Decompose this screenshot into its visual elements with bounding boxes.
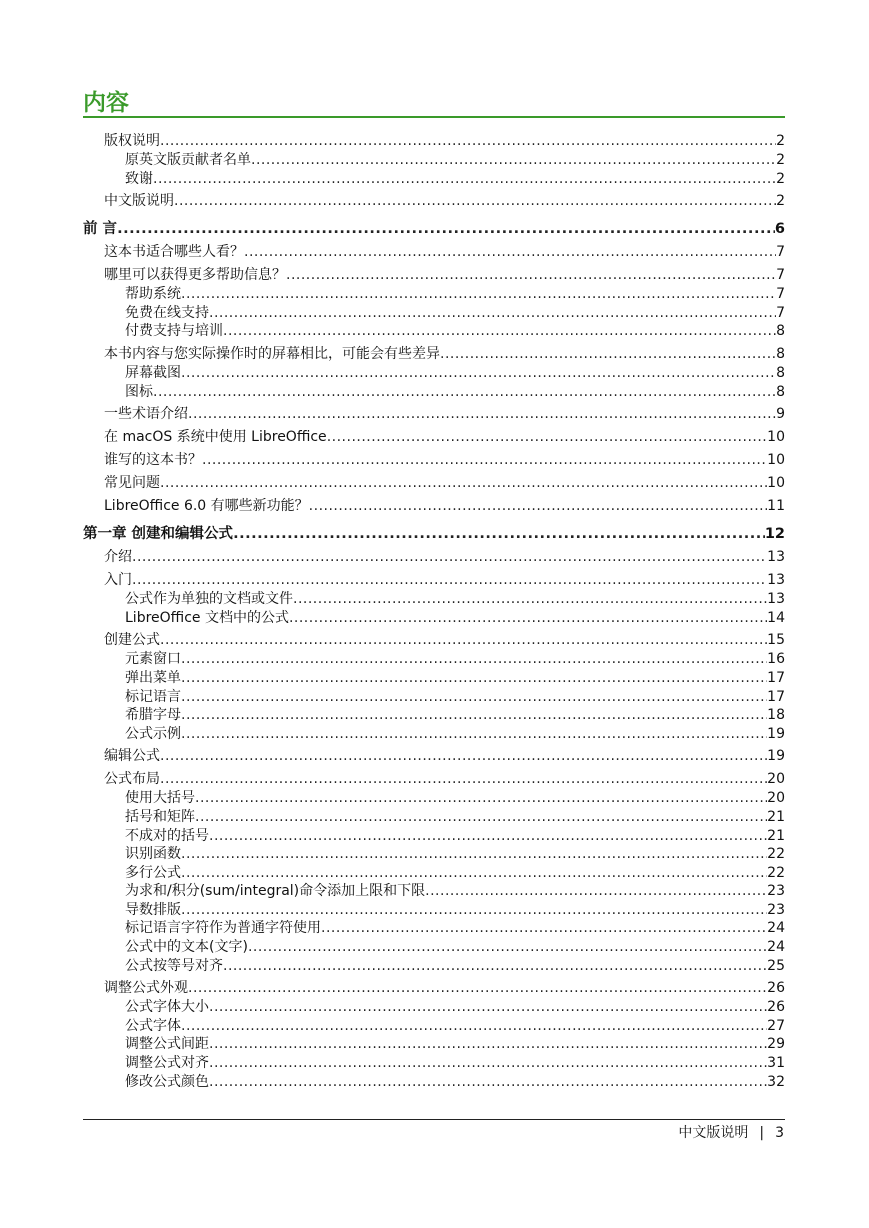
toc-entry-page-number: 13 [767, 591, 785, 608]
toc-entry-page-number: 9 [776, 406, 785, 423]
toc-entry-title: 修改公式颜色 [125, 1073, 209, 1090]
toc-entry-title: 公式中的文本(文字) [125, 939, 248, 956]
toc-dot-leader [181, 650, 767, 669]
toc-entry[interactable] [83, 243, 785, 262]
toc-dot-leader [181, 864, 767, 883]
toc-entry[interactable] [83, 864, 785, 883]
toc-entry-page-number: 7 [776, 304, 785, 321]
toc-dot-leader [160, 631, 767, 650]
toc-dot-leader [132, 548, 767, 567]
toc-entry-page-number: 27 [767, 1017, 785, 1034]
toc-entry[interactable] [83, 1035, 785, 1054]
toc-dot-leader [233, 525, 765, 544]
toc-dot-leader [209, 998, 767, 1017]
page-title: 内容 [83, 90, 129, 116]
toc-entry-page-number: 7 [776, 267, 785, 284]
toc-dot-leader [425, 882, 767, 901]
toc-entry[interactable] [83, 170, 785, 189]
toc-entry-title: 版权说明 [104, 133, 160, 149]
toc-entry[interactable] [83, 1054, 785, 1073]
toc-entry[interactable] [83, 322, 785, 341]
footer-section-title: 中文版说明 [678, 1125, 749, 1141]
toc-entry-title: 帮助系统 [125, 286, 181, 303]
toc-dot-leader [181, 285, 776, 304]
toc-entry-page-number: 17 [767, 688, 785, 705]
toc-entry-page-number: 8 [776, 345, 785, 362]
toc-entry[interactable] [83, 405, 785, 424]
toc-entry-page-number: 2 [776, 193, 785, 210]
toc-entry-title: 一些术语介绍 [104, 406, 188, 423]
toc-entry-title: 致谢 [125, 170, 153, 187]
toc-entry-title: 不成对的括号 [125, 827, 209, 844]
toc-entry-title: 括号和矩阵 [125, 808, 195, 825]
toc-dot-leader [209, 1073, 767, 1092]
toc-entry-title: 识别函数 [125, 846, 181, 863]
toc-dot-leader [248, 938, 767, 957]
toc-dot-leader [117, 220, 775, 239]
toc-dot-leader [160, 747, 767, 766]
toc-dot-leader [132, 571, 767, 590]
toc-dot-leader [209, 827, 767, 846]
toc-entry-title: 创建公式 [104, 632, 160, 649]
toc-entry-title: LibreOffice 文档中的公式 [125, 609, 289, 626]
toc-entry[interactable] [83, 770, 785, 789]
toc-dot-leader [181, 669, 767, 688]
toc-entry-page-number: 19 [767, 748, 785, 765]
toc-entry-page-number: 23 [767, 901, 785, 918]
toc-entry-page-number: 25 [767, 957, 785, 974]
toc-entry-page-number: 18 [767, 707, 785, 724]
toc-entry-page-number: 19 [767, 725, 785, 742]
toc-entry-page-number: 29 [767, 1036, 785, 1053]
toc-entry[interactable] [83, 220, 785, 239]
toc-entry[interactable] [83, 151, 785, 170]
toc-entry-title: 希腊字母 [125, 707, 181, 724]
toc-entry[interactable] [83, 345, 785, 364]
toc-entry-page-number: 2 [776, 170, 785, 187]
toc-dot-leader [181, 725, 767, 744]
toc-entry-title: 中文版说明 [104, 193, 174, 210]
toc-entry-title: 弹出菜单 [125, 669, 181, 686]
toc-entry[interactable] [83, 688, 785, 707]
toc-entry-page-number: 16 [767, 651, 785, 668]
toc-entry-title: 公式按等号对齐 [125, 957, 223, 974]
toc-dot-leader [160, 770, 767, 789]
table-of-contents [83, 128, 785, 1091]
toc-entry[interactable] [83, 132, 785, 151]
toc-entry[interactable] [83, 845, 785, 864]
page-footer [678, 1122, 784, 1142]
toc-entry[interactable] [83, 266, 785, 285]
toc-entry-page-number: 20 [767, 771, 785, 788]
toc-dot-leader [153, 170, 776, 189]
toc-dot-leader [223, 957, 767, 976]
toc-entry-page-number: 32 [767, 1073, 785, 1090]
toc-entry-title: 公式布局 [104, 771, 160, 788]
toc-dot-leader [223, 322, 776, 341]
toc-entry-title: 公式字体大小 [125, 999, 209, 1016]
toc-entry-page-number: 6 [774, 221, 785, 238]
toc-entry-title: 在 macOS 系统中使用 LibreOffice [104, 429, 327, 446]
toc-entry-page-number: 8 [776, 364, 785, 381]
toc-entry-page-number: 7 [776, 244, 785, 261]
toc-entry-title: 调整公式外观 [104, 980, 188, 997]
toc-entry[interactable] [83, 383, 785, 402]
toc-dot-leader [244, 243, 776, 262]
toc-entry[interactable] [83, 451, 785, 470]
toc-dot-leader [188, 405, 776, 424]
toc-entry-title: 标记语言 [125, 688, 181, 705]
toc-entry-page-number: 20 [767, 790, 785, 807]
toc-entry[interactable] [83, 474, 785, 493]
toc-entry[interactable] [83, 725, 785, 744]
toc-entry[interactable] [83, 789, 785, 808]
toc-entry-title: 图标 [125, 383, 153, 400]
toc-entry-title: 免费在线支持 [125, 304, 209, 321]
toc-entry[interactable] [83, 631, 785, 650]
toc-entry-page-number: 26 [767, 980, 785, 997]
toc-entry-page-number: 11 [767, 498, 785, 515]
toc-dot-leader [309, 497, 768, 516]
toc-entry[interactable] [83, 192, 785, 211]
toc-entry-page-number: 23 [767, 883, 785, 900]
toc-dot-leader [160, 474, 767, 493]
toc-entry-page-number: 17 [767, 669, 785, 686]
footer-divider [83, 1119, 785, 1120]
toc-entry-title: 导数排版 [125, 901, 181, 918]
toc-entry-title: 调整公式间距 [125, 1036, 209, 1053]
toc-entry-title: 这本书适合哪些人看？ [104, 244, 244, 261]
toc-entry[interactable] [83, 428, 785, 447]
toc-dot-leader [202, 451, 767, 470]
toc-entry[interactable] [83, 497, 785, 516]
toc-entry[interactable] [83, 364, 785, 383]
toc-entry[interactable] [83, 938, 785, 957]
toc-dot-leader [174, 192, 776, 211]
toc-entry-title: 付费支持与培训 [125, 323, 223, 340]
toc-entry[interactable] [83, 979, 785, 998]
footer-separator: | [759, 1125, 765, 1141]
toc-dot-leader [195, 789, 767, 808]
toc-entry[interactable] [83, 827, 785, 846]
toc-entry-page-number: 21 [767, 808, 785, 825]
toc-entry-title: 使用大括号 [125, 790, 195, 807]
toc-dot-leader [209, 304, 776, 323]
toc-entry[interactable] [83, 706, 785, 725]
toc-entry[interactable] [83, 957, 785, 976]
toc-dot-leader [286, 266, 776, 285]
toc-dot-leader [209, 1035, 767, 1054]
toc-dot-leader [181, 901, 767, 920]
toc-entry-title: 公式作为单独的文档或文件 [125, 591, 293, 608]
toc-entry-page-number: 24 [767, 920, 785, 937]
toc-dot-leader [251, 151, 776, 170]
toc-entry[interactable] [83, 590, 785, 609]
toc-entry-page-number: 22 [767, 864, 785, 881]
title-underline [83, 116, 785, 118]
toc-entry-title: 多行公式 [125, 864, 181, 881]
toc-entry-title: 为求和/积分(sum/integral)命令添加上限和下限 [125, 883, 426, 900]
toc-entry-title: 常见问题 [104, 475, 160, 492]
toc-entry-title: 哪里可以获得更多帮助信息？ [104, 267, 286, 284]
toc-entry-title: 元素窗口 [125, 651, 181, 668]
toc-entry-title: 原英文版贡献者名单 [125, 152, 251, 168]
toc-dot-leader [293, 590, 767, 609]
toc-entry[interactable] [83, 998, 785, 1017]
toc-entry[interactable] [83, 548, 785, 567]
toc-entry[interactable] [83, 1017, 785, 1036]
toc-entry-page-number: 10 [767, 429, 785, 446]
footer-page-number: 3 [775, 1125, 784, 1141]
toc-entry[interactable] [83, 609, 785, 628]
toc-entry-title: 公式字体 [125, 1017, 181, 1034]
toc-entry[interactable] [83, 808, 785, 827]
toc-entry-title: 谁写的这本书？ [104, 452, 202, 469]
toc-dot-leader [321, 919, 767, 938]
toc-entry-page-number: 10 [767, 475, 785, 492]
toc-dot-leader [289, 609, 767, 628]
toc-entry-title: LibreOffice 6.0 有哪些新功能？ [104, 498, 309, 515]
toc-entry[interactable] [83, 1073, 785, 1092]
toc-entry-page-number: 26 [767, 999, 785, 1016]
toc-entry-page-number: 22 [767, 846, 785, 863]
toc-entry[interactable] [83, 882, 785, 901]
toc-dot-leader [153, 383, 776, 402]
toc-entry-page-number: 14 [767, 609, 785, 626]
toc-entry-page-number: 15 [767, 632, 785, 649]
toc-entry[interactable] [83, 650, 785, 669]
toc-entry[interactable] [83, 571, 785, 590]
toc-entry-title: 前 言 [83, 221, 118, 238]
toc-dot-leader [181, 688, 767, 707]
toc-entry-title: 本书内容与您实际操作时的屏幕相比，可能会有些差异 [104, 345, 440, 362]
toc-entry-title: 编辑公式 [104, 748, 160, 765]
toc-entry-title: 屏幕截图 [125, 364, 181, 381]
toc-entry-title: 调整公式对齐 [125, 1055, 209, 1072]
toc-dot-leader [181, 845, 767, 864]
toc-dot-leader [209, 1054, 767, 1073]
toc-dot-leader [181, 364, 776, 383]
toc-entry-page-number: 8 [776, 323, 785, 340]
toc-entry[interactable] [83, 901, 785, 920]
toc-dot-leader [188, 979, 767, 998]
toc-entry-page-number: 8 [776, 383, 785, 400]
toc-entry-page-number: 13 [767, 572, 785, 589]
toc-dot-leader [440, 345, 776, 364]
toc-entry-page-number: 10 [767, 452, 785, 469]
toc-entry-page-number: 21 [767, 827, 785, 844]
toc-entry-page-number: 7 [776, 286, 785, 303]
toc-entry[interactable] [83, 669, 785, 688]
toc-dot-leader [327, 428, 767, 447]
toc-entry-title: 标记语言字符作为普通字符使用 [125, 920, 321, 937]
toc-entry[interactable] [83, 304, 785, 323]
toc-entry[interactable] [83, 525, 785, 544]
toc-entry-title: 入门 [104, 572, 132, 589]
toc-entry[interactable] [83, 285, 785, 304]
toc-entry[interactable] [83, 747, 785, 766]
toc-entry-page-number: 24 [767, 939, 785, 956]
toc-entry-title: 介绍 [104, 549, 132, 566]
toc-entry-page-number: 2 [776, 133, 785, 149]
toc-entry-page-number: 13 [767, 549, 785, 566]
toc-entry-title: 公式示例 [125, 725, 181, 742]
toc-entry[interactable] [83, 919, 785, 938]
toc-entry-title: 第一章 创建和编辑公式 [83, 526, 234, 543]
toc-entry-page-number: 12 [764, 526, 785, 543]
toc-entry-page-number: 31 [767, 1055, 785, 1072]
toc-dot-leader [181, 1017, 767, 1036]
toc-dot-leader [181, 706, 767, 725]
toc-dot-leader [195, 808, 767, 827]
toc-entry-page-number: 2 [776, 152, 785, 168]
toc-dot-leader [160, 132, 776, 151]
